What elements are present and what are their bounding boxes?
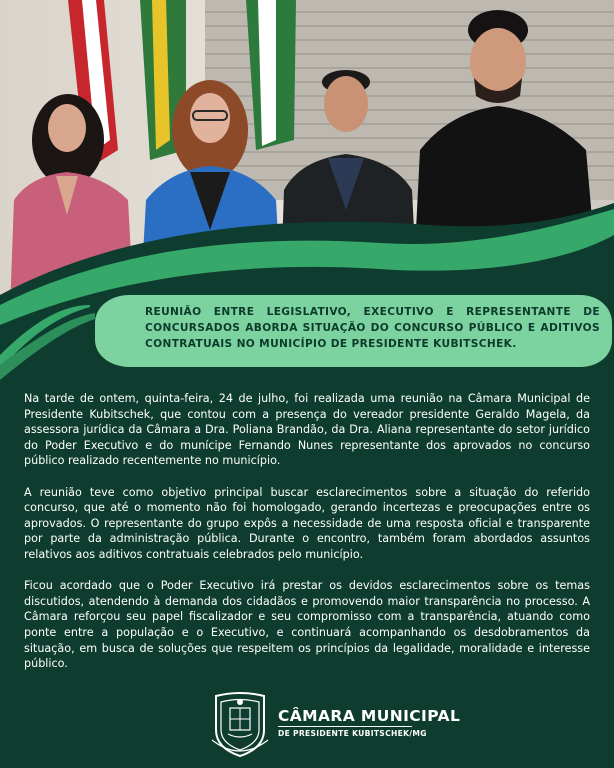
paragraph-1: Na tarde de ontem, quinta-feira, 24 de julho, foi realizada uma reunião na Câmara Municipal de Presidente Kubitschek, que contou com a presença do vereador presidente Geraldo Magela, da assessora jurídica da Câmara a Dra. Poliana Brandão, da Dra. Aliana representante do setor jurídico do Poder Executivo e do munícipe Fernando Nunes representante dos aprovados no concurso público realizado recentemente no município.: [24, 392, 590, 468]
decorative-wave: [0, 195, 614, 390]
municipal-seal-icon: [208, 690, 272, 758]
org-name: CÂMARA MUNICIPAL: [278, 707, 461, 725]
paragraph-3: Ficou acordado que o Poder Executivo irá prestar os devidos esclarecimentos sobre os temas discutidos, atendendo à demanda dos cidadãos e promovendo maior transparência no processo. A Câmara reforçou seu papel fiscalizador e seu compromisso com a transparência, atuando como ponte entre a população e o Executivo, e continuará acompanhando os desdobramentos da situação, em busca de soluções que respeitem os princípios da legalidade, moralidade e interesse público.: [24, 579, 590, 671]
headline: REUNIÃO ENTRE LEGISLATIVO, EXECUTIVO E REPRESENTANTE DE CONCURSADOS ABORDA SITUAÇÃO DO CONCURSO PÚBLICO E ADITIVOS CONTRATUAIS NO MUNICÍPIO DE PRESIDENTE KUBITSCHEK.: [145, 306, 600, 350]
article-body: [24, 391, 590, 687]
footer-divider: [278, 726, 412, 727]
paragraph-2: A reunião teve como objetivo principal buscar esclarecimentos sobre a situação do referido concurso, que até o momento não foi homologado, gerando incertezas e preocupações entre os aprovados. O representante do grupo expôs a necessidade de uma resposta oficial e transparente por parte da administração pública. Durante o encontro, também foram abordados assuntos relativos aos aditivos contratuais celebrados pelo município.: [24, 485, 590, 561]
org-subtitle: DE PRESIDENTE KUBITSCHEK/MG: [278, 729, 427, 738]
